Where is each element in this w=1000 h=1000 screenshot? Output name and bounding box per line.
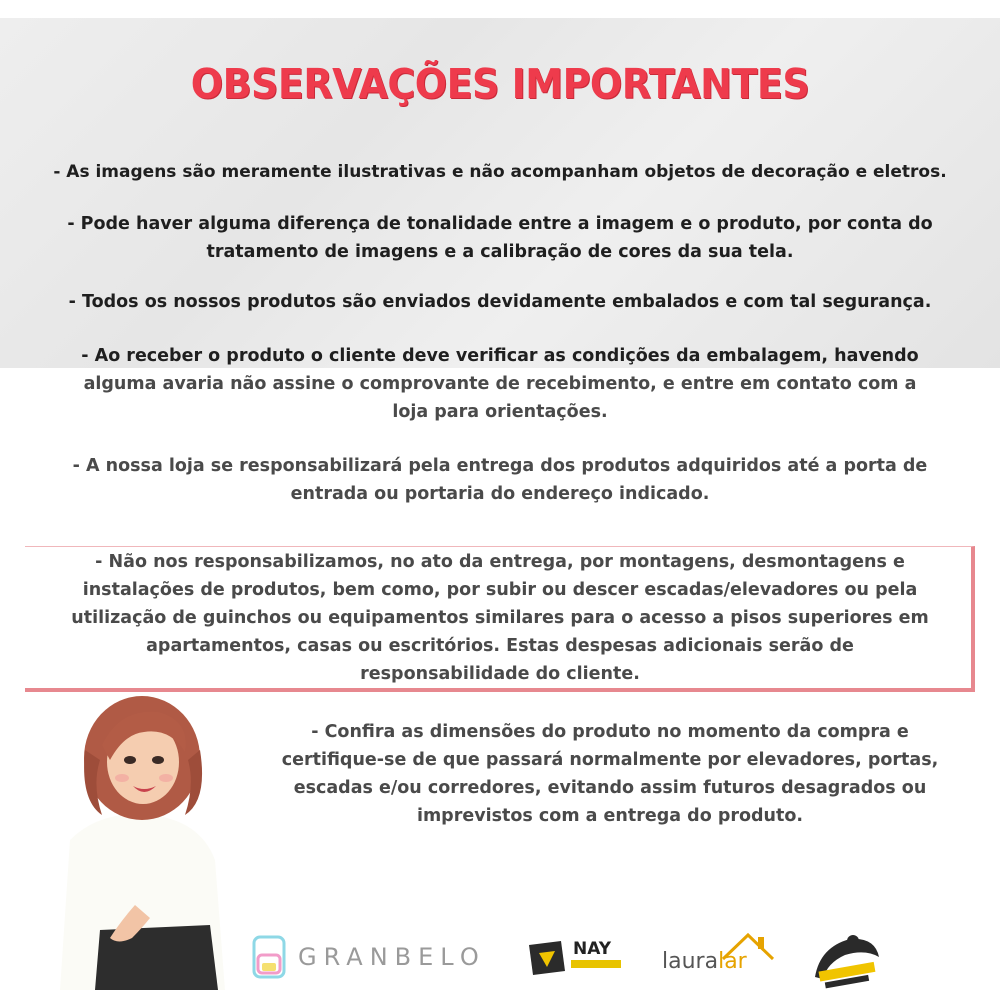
note-line: loja para orientações. [392,402,608,422]
note-line: alguma avaria não assine o comprovante de recebimento, e entre em contato com a [83,374,917,394]
lauralar-logo [660,931,780,983]
nay-icon [525,937,569,977]
granbelo-wordmark: GRANBELO [298,943,486,971]
note-receiving [0,370,1000,426]
note-check-dimensions [250,718,970,830]
note-line: imprevistos com a entrega do produto. [416,806,804,826]
note-images-illustrative: - As imagens são meramente ilustrativas e não acompanham objetos de decoração e eletros. [53,162,947,182]
note-receiving-line-1: - Ao receber o produto o cliente deve verificar as condições da embalagem, havendo [81,346,919,366]
brand-logos [250,925,900,995]
note-line: - Confira as dimensões do produto no momento da compra e [311,722,909,742]
lauralar-wordmark: lauralar [662,949,747,974]
note-line: instalações de produtos, bem como, por subir ou descer escadas/elevadores ou pela [82,580,918,600]
altogiro-emblem [805,927,885,989]
page-title: OBSERVAÇÕES IMPORTANTES [190,60,810,108]
granbelo-icon [250,933,290,981]
note-line: responsabilidade do cliente. [360,664,640,684]
nay-logo [525,937,625,977]
note-line: utilização de guinchos ou equipamentos similares para o acesso a pisos superiores em [71,608,929,628]
note-packaging: - Todos os nossos produtos são enviados devidamente embalados e com tal segurança. [68,292,932,312]
nay-wordmark: NAY [573,939,612,959]
note-line: certifique-se de que passará normalmente por elevadores, portas, [281,750,939,770]
altogiro-logo [805,927,885,989]
note-line: entrada ou portaria do endereço indicado. [290,484,710,504]
note-assembly-not-included [0,548,1000,688]
note-color-difference [0,210,1000,266]
note-line: - Não nos responsabilizamos, no ato da entrega, por montagens, desmontagens e [95,552,905,572]
note-line: - Pode haver alguma diferença de tonalidade entre a imagem e o produto, por conta do [67,214,933,234]
granbelo-logo [250,933,490,983]
nay-tagline-bar [571,960,621,968]
note-line: tratamento de imagens e a calibração de cores da sua tela. [206,242,794,262]
note-line: escadas e/ou corredores, evitando assim futuros desagrados ou [293,778,927,798]
woman-illustration [40,690,250,990]
note-line: apartamentos, casas ou escritórios. Estas despesas adicionais serão de [146,636,854,656]
note-line: - A nossa loja se responsabilizará pela entrega dos produtos adquiridos até a porta de [72,456,928,476]
note-delivery-scope [0,452,1000,508]
